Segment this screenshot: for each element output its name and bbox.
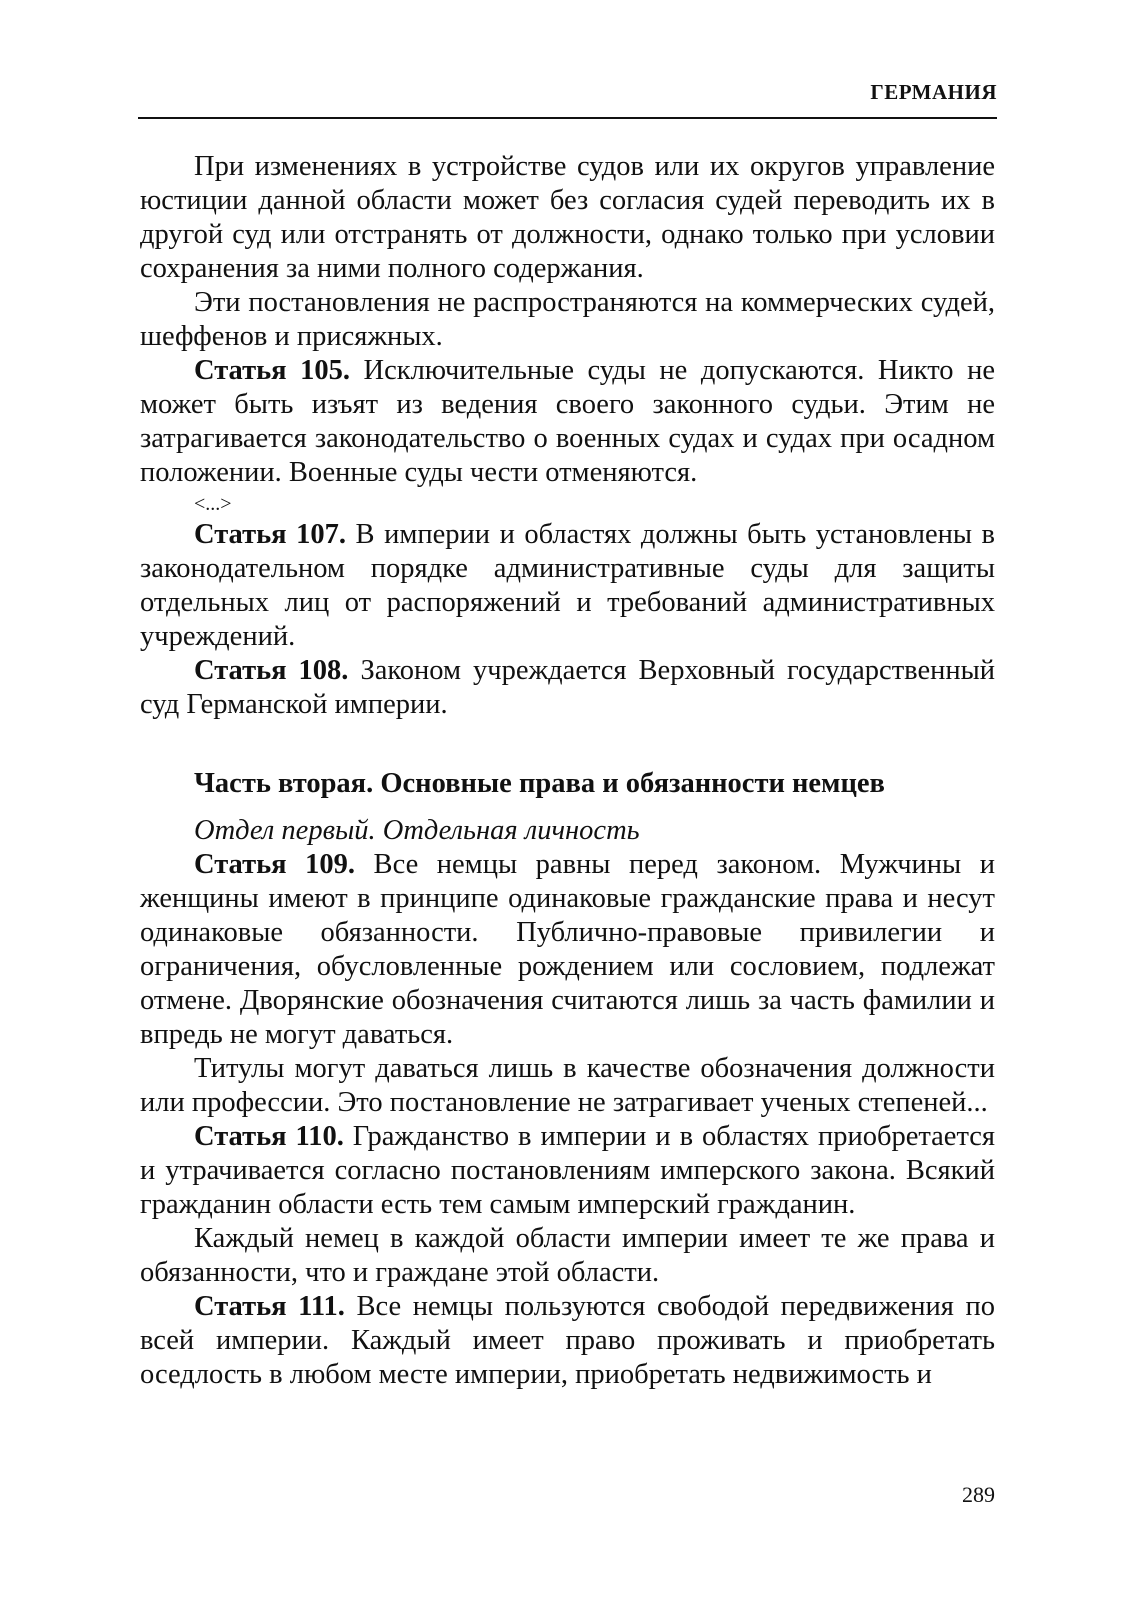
article-110-label: Статья 110. <box>194 1121 344 1152</box>
paragraph-exemption: Эти постановления не распространяются на коммерческих судей, шеффенов и присяжных. <box>140 287 995 352</box>
article-107 <box>140 518 995 654</box>
article-109-label: Статья 109. <box>194 849 355 880</box>
article-111-text: Все немцы пользуются свободой передвижения по всей империи. Каждый имеет право проживать и приобретать оседлость в любом месте империи, приобретать недвижимость и <box>140 1291 995 1390</box>
article-108-text: Законом учреждается Верховный государственный суд Германской империи. <box>140 655 995 720</box>
article-105-label: Статья 105. <box>194 355 350 386</box>
header-rule <box>138 117 997 119</box>
article-107-text: В империи и областях должны быть установлены в законодательном порядке административные суды для защиты отдельных лиц от распоряжений и требований административных учреждений. <box>140 519 995 652</box>
article-108-label: Статья 108. <box>194 655 349 686</box>
page-number: 289 <box>962 1482 995 1507</box>
article-109-text: Все немцы равны перед законом. Мужчины и женщины имеют в принципе одинаковые гражданские права и несут одинаковые обязанности. Публично-правовые привилегии и ограничения, обусловленные рождением или сословием, подлежат отмене. Дворянские обозначения считаются лишь за часть фамилии и впредь не могут даваться. <box>140 849 996 1050</box>
article-110 <box>140 1120 995 1222</box>
article-111-label: Статья 111. <box>194 1291 345 1322</box>
article-105-text: Исключительные суды не допускаются. Никто не может быть изъят из ведения своего законного судьи. Этим не затрагивается законодательство о военных судах и судах при осадном положении. Военные суды чести отменяются. <box>140 355 995 488</box>
page-body <box>140 150 995 1392</box>
section-title: Часть вторая. Основные права и обязанности немцев <box>194 768 885 799</box>
article-110-text: Гражданство в империи и в областях приобретается и утрачивается согласно постановлениям имперского закона. Всякий гражданин области есть тем самым имперский гражданин. <box>140 1121 996 1220</box>
omission-mark: <...> <box>194 493 232 515</box>
article-109 <box>140 848 995 1052</box>
running-header: ГЕРМАНИЯ <box>870 80 997 104</box>
paragraph-titles: Титулы могут даваться лишь в качестве обозначения должности или профессии. Это постановление не затрагивает ученых степеней... <box>140 1053 995 1118</box>
article-105 <box>140 354 995 490</box>
article-111 <box>140 1290 995 1392</box>
article-108 <box>140 654 995 722</box>
subsection-title: Отдел первый. Отдельная личность <box>194 815 640 846</box>
paragraph-judges-transfer: При изменениях в устройстве судов или их округов управление юстиции данной области может без согласия судей переводить их в другой суд или отстранять от должности, однако только при условии сохранения за ними полного содержания. <box>140 151 995 284</box>
article-107-label: Статья 107. <box>194 519 346 550</box>
paragraph-citizen-rights: Каждый немец в каждой области империи имеет те же права и обязанности, что и граждане этой области. <box>140 1223 995 1288</box>
